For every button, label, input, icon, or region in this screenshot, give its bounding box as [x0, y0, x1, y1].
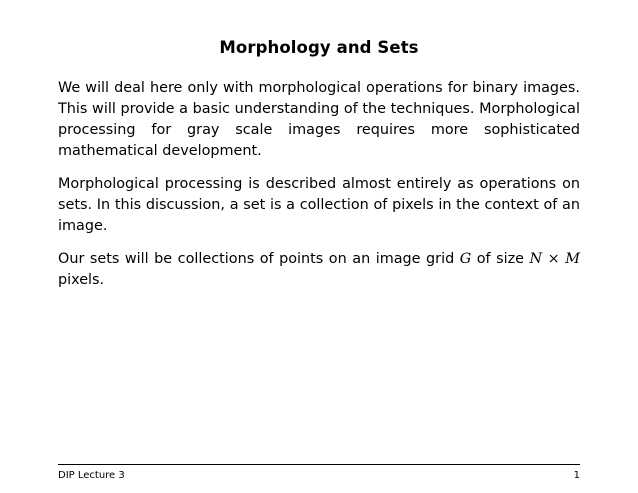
size-m-symbol: M — [565, 251, 580, 267]
grid-symbol: G — [459, 251, 472, 267]
slide-body — [58, 78, 580, 303]
footer-divider — [58, 464, 580, 465]
paragraph-image-grid — [58, 249, 580, 291]
grid-text-of-size: of size — [471, 251, 530, 267]
footer-page-number: 1 — [573, 470, 580, 481]
footer-lecture-label: DIP Lecture 3 — [58, 470, 125, 481]
times-symbol: × — [542, 251, 566, 267]
grid-text-after: pixels. — [58, 272, 105, 288]
slide-title: Morphology and Sets — [219, 38, 419, 57]
size-n-symbol: N — [529, 251, 543, 267]
grid-text-before: Our sets will be collections of points on an image grid — [58, 251, 460, 267]
paragraph-binary-operations: We will deal here only with morphological operations for binary images. This will provide a basic understanding of the techniques. Morphological processing for gray scale images requires more sophisticated mathematical development. — [58, 80, 580, 159]
paragraph-sets-description: Morphological processing is described almost entirely as operations on sets. In this discussion, a set is a collection of pixels in the context of an image. — [58, 176, 580, 234]
